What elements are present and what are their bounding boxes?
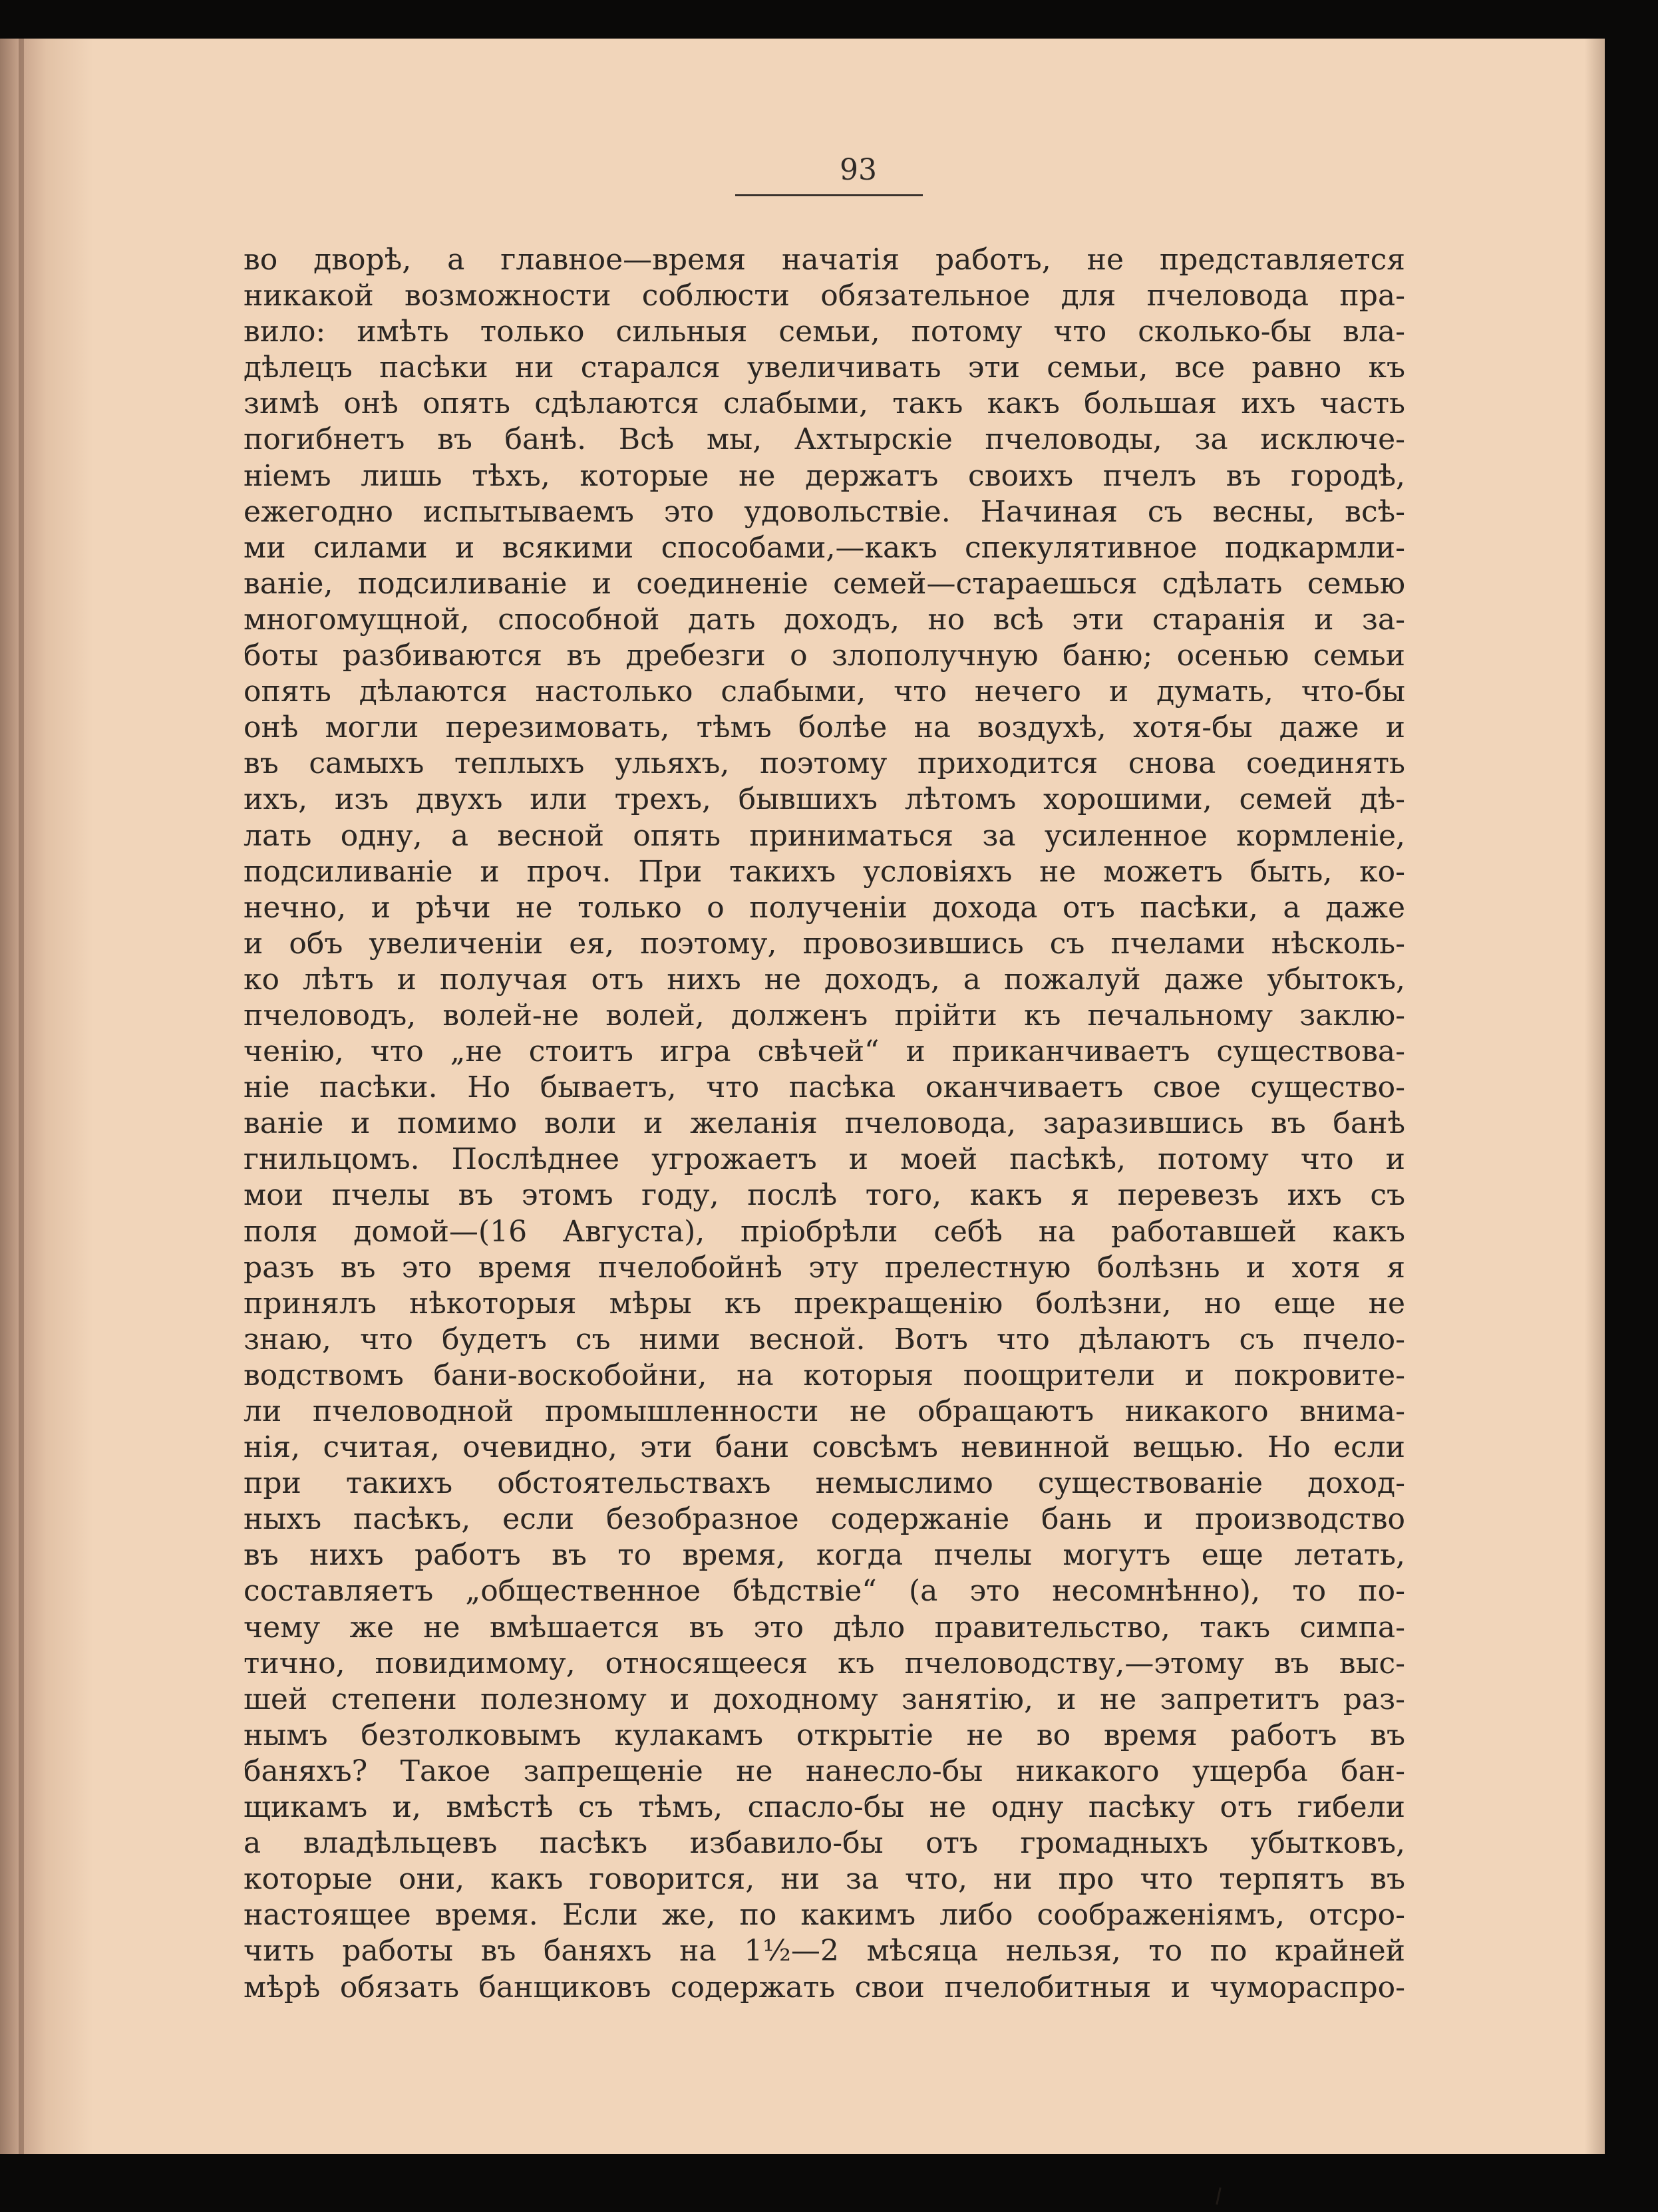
book-right-edge — [1605, 0, 1658, 2212]
text-line: нымъ безтолковымъ кулакамъ открытіе не во время работъ въ — [244, 1718, 1405, 1752]
text-line: разъ въ это время пчелобойнѣ эту прелестную болѣзнь и хотя я — [244, 1250, 1405, 1285]
text-line: щикамъ и, вмѣстѣ съ тѣмъ, спасло-бы не одну пасѣку отъ гибели — [244, 1790, 1405, 1825]
text-line: зимѣ онѣ опять сдѣлаются слабыми, такъ какъ большая ихъ часть — [244, 387, 1405, 421]
text-line: нія, считая, очевидно, эти бани совсѣмъ невинной вещью. Но если — [244, 1430, 1405, 1465]
text-line: дѣлецъ пасѣки ни старался увеличивать эти семьи, все равно къ — [244, 351, 1405, 385]
text-line: ніемъ лишь тѣхъ, которые не держатъ своихъ пчелъ въ городѣ, — [244, 458, 1405, 493]
book-page — [0, 39, 1605, 2154]
book-bottom-edge — [0, 2154, 1658, 2212]
text-line: пчеловодъ, волей-не волей, долженъ прійти къ печальному заклю- — [244, 998, 1405, 1032]
text-line: боты разбиваются въ дребезги о злополучную баню; осенью семьи — [244, 639, 1405, 673]
text-line: подсиливаніе и проч. При такихъ условіяхъ не можетъ быть, ко- — [244, 854, 1405, 889]
page-number-rule — [735, 194, 923, 196]
text-line: гнильцомъ. Послѣднее угрожаетъ и моей пасѣкѣ, потому что и — [244, 1142, 1405, 1177]
text-line: чему же не вмѣшается въ это дѣло правительство, такъ симпа- — [244, 1610, 1405, 1645]
text-line: въ нихъ работъ въ то время, когда пчелы могутъ еще летать, — [244, 1538, 1405, 1573]
text-line: ко лѣтъ и получая отъ нихъ не доходъ, а пожалуй даже убытокъ, — [244, 962, 1405, 997]
text-line: ихъ, изъ двухъ или трехъ, бывшихъ лѣтомъ хорошими, семей дѣ- — [244, 782, 1405, 817]
text-line: въ самыхъ теплыхъ ульяхъ, поэтому приходится снова соединять — [244, 746, 1405, 781]
text-line: онѣ могли перезимовать, тѣмъ болѣе на воздухѣ, хотя-бы даже и — [244, 711, 1405, 745]
text-line: ваніе и помимо воли и желанія пчеловода, заразившись въ банѣ — [244, 1106, 1405, 1141]
text-line: которые они, какъ говорится, ни за что, ни про что терпятъ въ — [244, 1862, 1405, 1897]
text-line: принялъ нѣкоторыя мѣры къ прекращенію болѣзни, но еще не — [244, 1286, 1405, 1321]
text-line: а владѣльцевъ пасѣкъ избавило-бы отъ громадныхъ убытковъ, — [244, 1826, 1405, 1861]
text-line: опять дѣлаются настолько слабыми, что нечего и думать, что-бы — [244, 675, 1405, 709]
text-line: и объ увеличеніи ея, поэтому, провозившись съ пчелами нѣсколь- — [244, 926, 1405, 961]
book-top-edge — [0, 0, 1658, 39]
text-line: вило: имѣть только сильныя семьи, потому что сколько-бы вла- — [244, 315, 1405, 349]
text-line: поля домой—(16 Августа), пріобрѣли себѣ на работавшей какъ — [244, 1214, 1405, 1249]
text-line: составляетъ „общественное бѣдствіе“ (а это несомнѣнно), то по- — [244, 1574, 1405, 1609]
text-line: при такихъ обстоятельствахъ немыслимо существованіе доход- — [244, 1466, 1405, 1501]
text-line: шей степени полезному и доходному занятію, и не запретитъ раз- — [244, 1682, 1405, 1716]
page-number: 93 — [840, 153, 877, 187]
text-line: никакой возможности соблюсти обязательное для пчеловода пра- — [244, 279, 1405, 313]
text-line: ваніе, подсиливаніе и соединеніе семей—стараешься сдѣлать семью — [244, 566, 1405, 601]
text-line: баняхъ? Такое запрещеніе не нанесло-бы никакого ущерба бан- — [244, 1754, 1405, 1788]
text-line: мѣрѣ обязать банщиковъ содержать свои пчелобитныя и чумораспро- — [244, 1970, 1405, 2004]
page-gutter — [19, 39, 24, 2154]
text-line: ли пчеловодной промышленности не обращаютъ никакого внима- — [244, 1394, 1405, 1428]
body-text — [244, 242, 1405, 2006]
text-line: чить работы въ баняхъ на 1½—2 мѣсяца нельзя, то по крайней — [244, 1934, 1405, 1969]
text-line: погибнетъ въ банѣ. Всѣ мы, Ахтырскіе пчеловоды, за исключе- — [244, 422, 1405, 457]
text-line: многомущной, способной дать доходъ, но всѣ эти старанія и за- — [244, 602, 1405, 637]
text-line: ныхъ пасѣкъ, если безобразное содержаніе бань и производство — [244, 1502, 1405, 1537]
text-line: ніе пасѣки. Но бываетъ, что пасѣка оканчиваетъ свое существо- — [244, 1070, 1405, 1105]
text-line: лать одну, а весной опять приниматься за усиленное кормленіе, — [244, 818, 1405, 853]
text-line: нечно, и рѣчи не только о полученіи дохода отъ пасѣки, а даже — [244, 890, 1405, 925]
text-line: тично, повидимому, относящееся къ пчеловодству,—этому въ выс- — [244, 1646, 1405, 1680]
text-line: настоящее время. Если же, по какимъ либо соображеніямъ, отсро- — [244, 1898, 1405, 1933]
text-line: во дворѣ, а главное—время начатія работъ, не представляется — [244, 243, 1405, 277]
text-line: мои пчелы въ этомъ году, послѣ того, какъ я перевезъ ихъ съ — [244, 1178, 1405, 1213]
text-line: водствомъ бани-воскобойни, на которыя поощрители и покровите- — [244, 1358, 1405, 1392]
text-line: ченію, что „не стоитъ игра свѣчей“ и приканчиваетъ существова- — [244, 1034, 1405, 1069]
text-line: знаю, что будетъ съ ними весной. Вотъ что дѣлаютъ съ пчело- — [244, 1322, 1405, 1356]
text-line: ежегодно испытываемъ это удовольствіе. Начиная съ весны, всѣ- — [244, 494, 1405, 529]
text-line: ми силами и всякими способами,—какъ спекулятивное подкармли- — [244, 530, 1405, 565]
